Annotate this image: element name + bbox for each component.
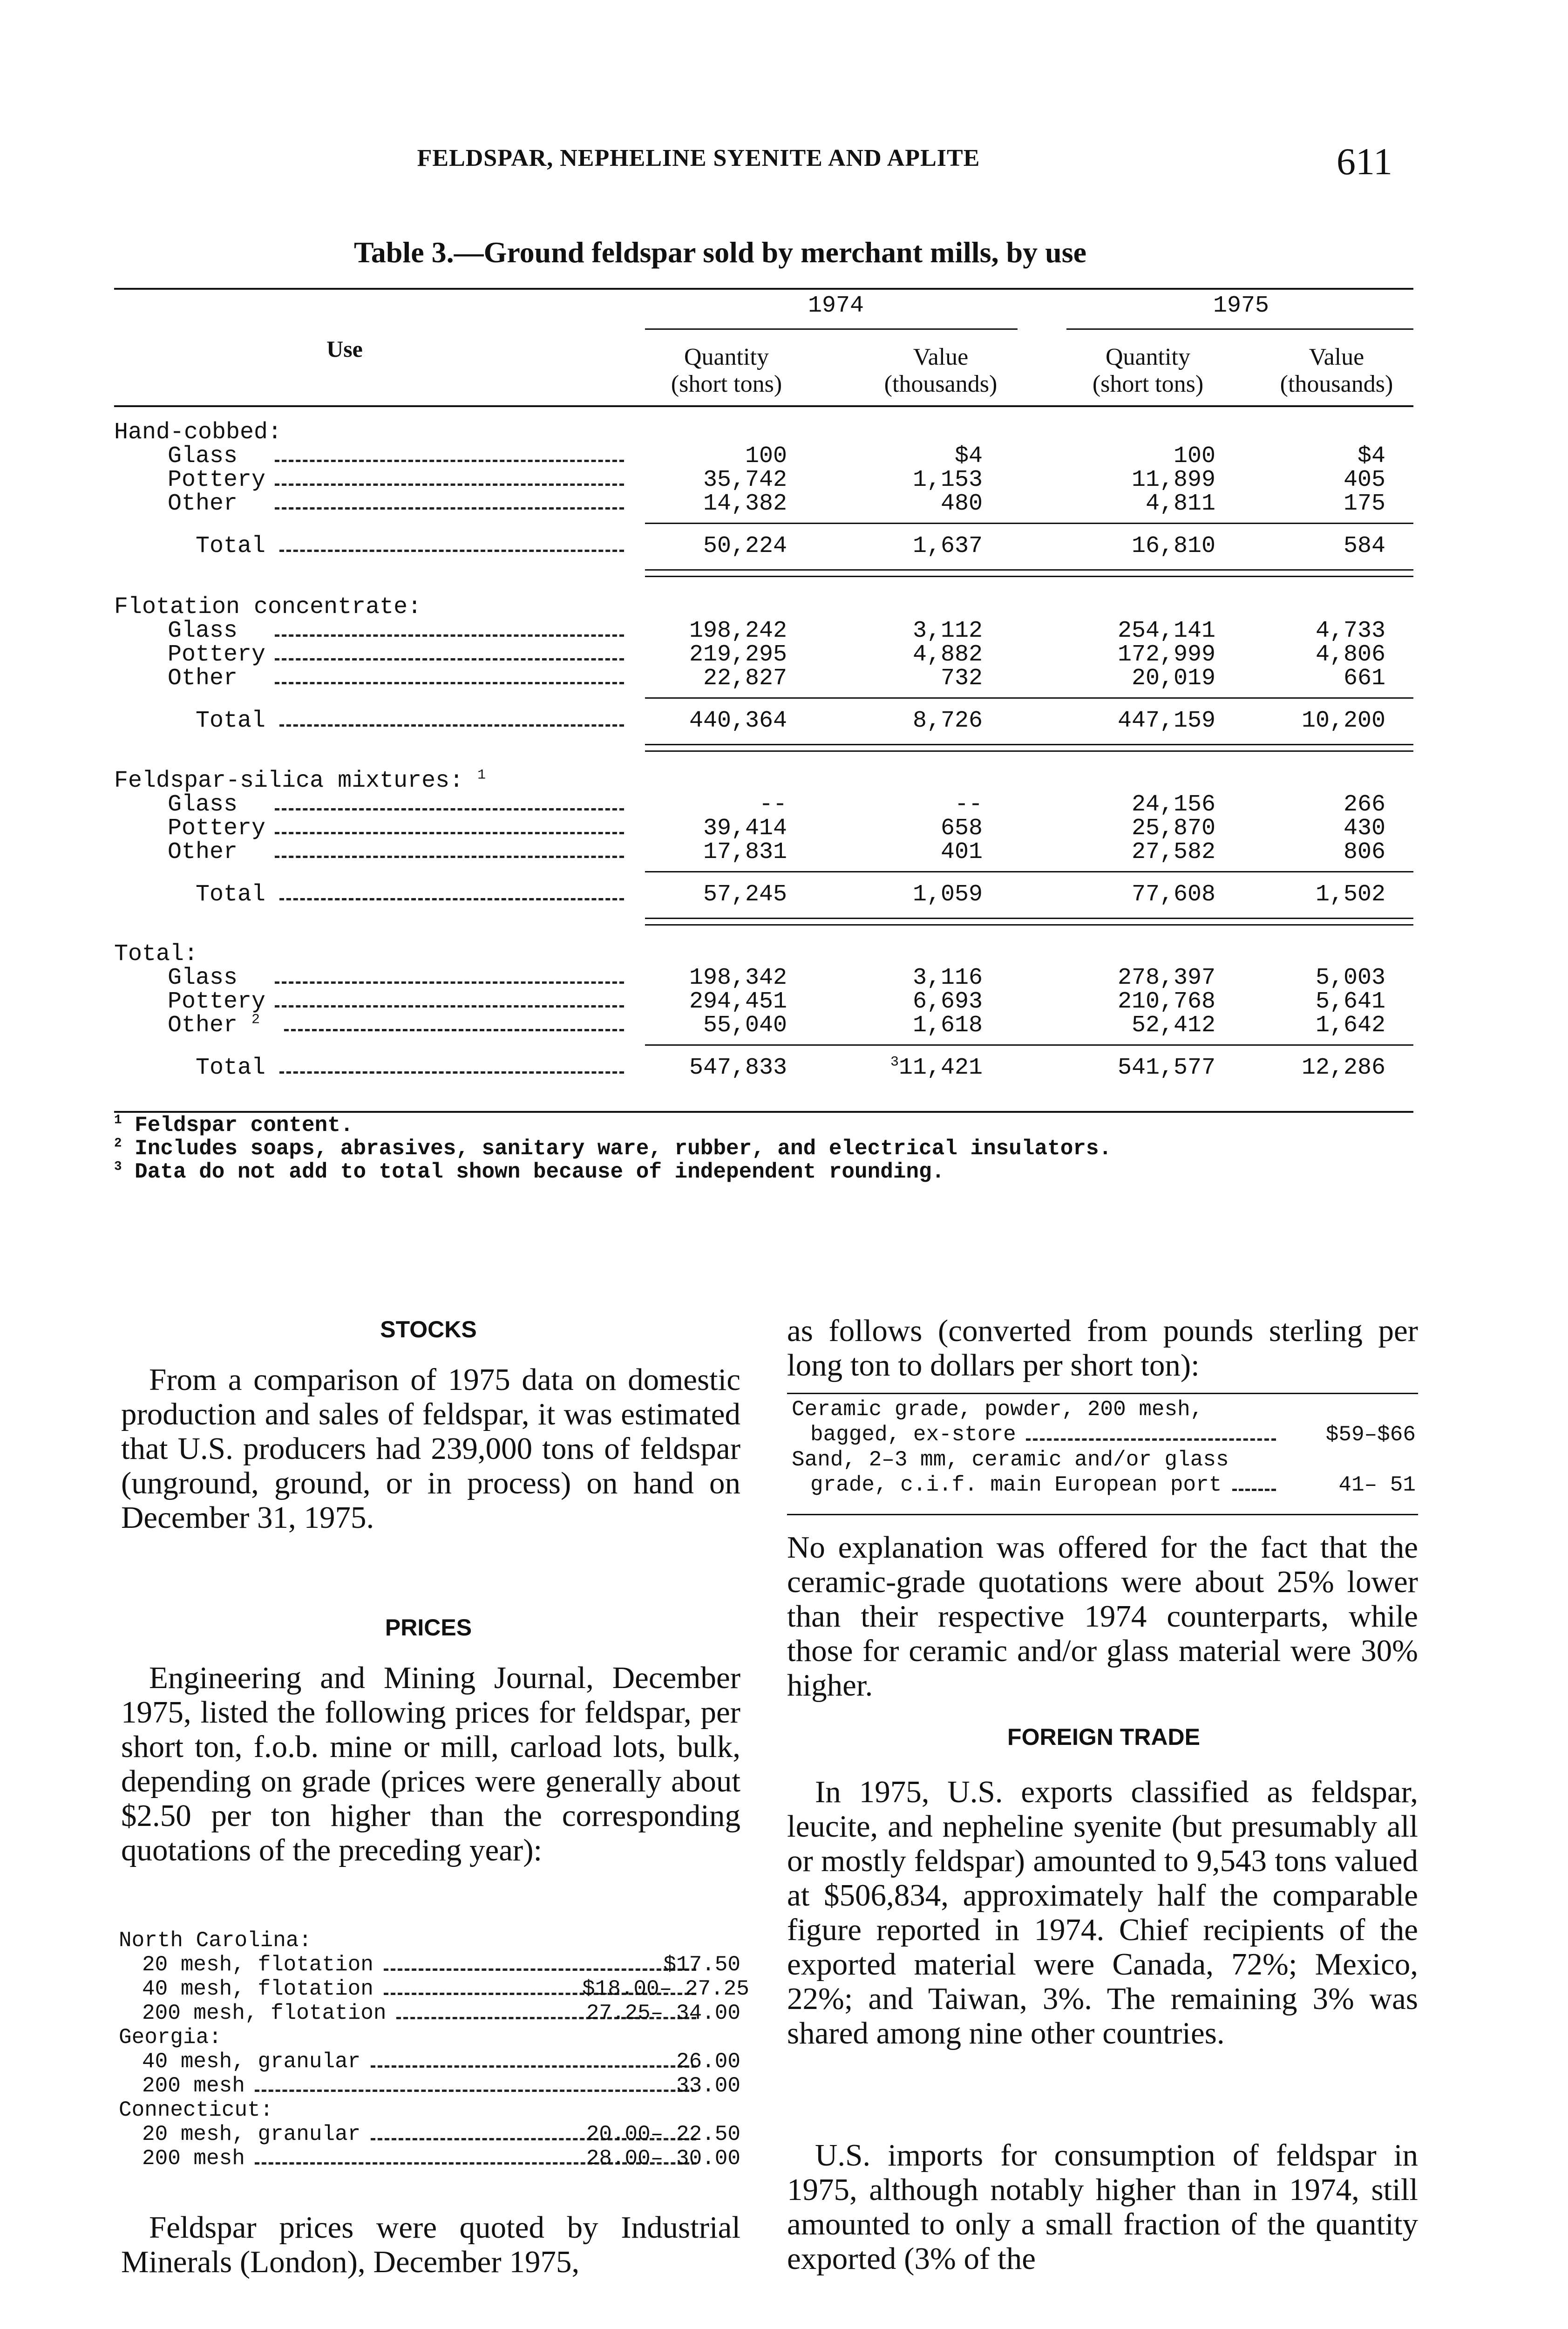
- total-label: Total: [196, 708, 266, 734]
- cell-v75: 4,806: [1315, 641, 1385, 668]
- cell-q74: --: [759, 791, 787, 818]
- row-label: Glass: [168, 618, 238, 644]
- price-list-item: Connecticut:: [119, 2098, 273, 2122]
- section-heading: Total:: [114, 941, 198, 967]
- row-label: Glass: [168, 965, 238, 991]
- foreign-trade-heading: FOREIGN TRADE: [1007, 1724, 1200, 1750]
- cell-q74: 219,295: [689, 641, 787, 668]
- total-q74: 440,364: [689, 708, 787, 734]
- total-q74: 547,833: [689, 1055, 787, 1081]
- row-label: Pottery: [168, 988, 266, 1015]
- header-bottom-rule: [114, 405, 1413, 407]
- price-list-item: 40 mesh, granular: [142, 2050, 361, 2074]
- cell-v75: 661: [1343, 665, 1385, 692]
- dot-leader: [284, 1029, 624, 1031]
- stocks-heading: STOCKS: [380, 1316, 477, 1342]
- total-q75: 16,810: [1131, 533, 1215, 559]
- section-end-rule: [645, 750, 1413, 752]
- year-1975: 1975: [1213, 293, 1269, 319]
- row-label: Pottery: [168, 467, 266, 493]
- total-rule: [645, 697, 1413, 699]
- dot-leader: [279, 724, 624, 727]
- cell-q75: 52,412: [1131, 1012, 1215, 1039]
- year-1974-rule: [645, 328, 1018, 330]
- sterling-list-item: Ceramic grade, powder, 200 mesh,: [792, 1397, 1203, 1422]
- price-value: 28.00– 30.00: [586, 2146, 740, 2171]
- footnote-1: $^1$ Feldspar content.: [114, 1113, 353, 1137]
- dot-leader: [275, 682, 624, 684]
- sterling-price-value: 41– 51: [1338, 1473, 1416, 1497]
- dot-leader: [275, 460, 624, 462]
- prices-heading: PRICES: [385, 1614, 472, 1641]
- cell-q74: 198,342: [689, 965, 787, 991]
- price-list-item: 20 mesh, granular: [142, 2122, 361, 2146]
- total-label: Total: [196, 533, 266, 559]
- sterling-price-value: $59–$66: [1325, 1423, 1416, 1447]
- dot-leader: [275, 484, 624, 486]
- cell-v74: 658: [940, 815, 983, 842]
- conversion-paragraph: as follows (converted from pounds sterling per long ton to dollars per short ton):: [787, 1314, 1418, 1382]
- cell-v75: 266: [1343, 791, 1385, 818]
- total-label: Total: [196, 1055, 266, 1081]
- price-list-item: Georgia:: [119, 2025, 222, 2050]
- cell-v74: $4: [954, 443, 983, 470]
- sterling-list-item: Sand, 2–3 mm, ceramic and/or glass: [792, 1448, 1229, 1472]
- cell-q74: 35,742: [703, 467, 787, 493]
- cell-v75: $4: [1357, 443, 1385, 470]
- year-1974: 1974: [808, 293, 864, 319]
- dot-leader: [275, 658, 624, 661]
- footnote-2: $^2$ Includes soaps, abrasives, sanitary ware, rubber, and electrical insulators.: [114, 1136, 1112, 1161]
- cell-q74: 294,451: [689, 988, 787, 1015]
- cell-v74: 4,882: [912, 641, 983, 668]
- dot-leader: [1026, 1438, 1276, 1441]
- cell-q75: 25,870: [1131, 815, 1215, 842]
- cell-q74: 17,831: [703, 839, 787, 865]
- prices-paragraph: Engineering and Mining Journal, December 1975, listed the following prices for feldspar, per short ton, f.o.b. mine or mill, carload lots, bulk, depending on grade (prices were generally about $2.50 per ton higher than the corresponding quotations of the preceding year):: [121, 1661, 740, 1867]
- dot-leader: [279, 550, 624, 552]
- dot-leader: [275, 808, 624, 810]
- total-v74: $^3$11,421: [890, 1054, 983, 1081]
- dot-leader: [279, 898, 624, 900]
- price-list-item: 200 mesh: [142, 2074, 245, 2098]
- year-1975-rule: [1066, 328, 1413, 330]
- dot-leader: [275, 856, 624, 858]
- cell-q75: 24,156: [1131, 791, 1215, 818]
- price-list-item: 40 mesh, flotation: [142, 1977, 373, 2001]
- row-label: Glass: [168, 443, 238, 470]
- price-value: 33.00: [676, 2074, 740, 2098]
- table-title: Table 3.—Ground feldspar sold by merchant mills, by use: [354, 236, 1087, 269]
- dot-leader: [275, 1005, 624, 1008]
- cell-q75: 4,811: [1145, 490, 1215, 517]
- total-v75: 584: [1343, 533, 1385, 559]
- section-heading: Hand-cobbed:: [114, 419, 282, 446]
- dot-leader: [275, 507, 624, 510]
- cell-v74: 480: [940, 490, 983, 517]
- sterling-list-top-rule: [787, 1393, 1418, 1394]
- total-v75: 1,502: [1315, 881, 1385, 908]
- cell-v75: 806: [1343, 839, 1385, 865]
- total-rule: [645, 1044, 1413, 1046]
- cell-v74: 3,116: [912, 965, 983, 991]
- price-list-item: 200 mesh: [142, 2146, 245, 2171]
- cell-q75: 100: [1173, 443, 1215, 470]
- sterling-list-item: grade, c.i.f. main European port: [810, 1473, 1222, 1497]
- col-val-1974: Value (thousands): [884, 344, 998, 397]
- cell-v74: 1,153: [912, 467, 983, 493]
- total-rule: [645, 523, 1413, 524]
- row-label: Pottery: [168, 815, 266, 842]
- sterling-list-item: bagged, ex-store: [810, 1423, 1016, 1447]
- dot-leader: [275, 981, 624, 984]
- row-label: Other: [168, 490, 238, 517]
- col-qty-1974: Quantity (short tons): [671, 344, 782, 397]
- cell-v74: 6,693: [912, 988, 983, 1015]
- cell-q74: 55,040: [703, 1012, 787, 1039]
- cell-v75: 175: [1343, 490, 1385, 517]
- cell-v74: 3,112: [912, 618, 983, 644]
- stocks-paragraph: From a comparison of 1975 data on domestic production and sales of feldspar, it was estimated that U.S. producers had 239,000 tons of feldspar (unground, ground, or in process) on hand on December 31, 1975.: [121, 1362, 740, 1535]
- cell-q75: 210,768: [1117, 988, 1215, 1015]
- dot-leader: [275, 832, 624, 834]
- cell-v74: --: [954, 791, 983, 818]
- cell-v75: 430: [1343, 815, 1385, 842]
- total-v74: 1,637: [912, 533, 983, 559]
- total-v75: 10,200: [1301, 708, 1385, 734]
- total-q74: 50,224: [703, 533, 787, 559]
- price-value: $18.00– 27.25: [582, 1977, 749, 2001]
- exports-paragraph: In 1975, U.S. exports classified as feldspar, leucite, and nepheline syenite (but presumably all or mostly feldspar) amounted to 9,543 tons valued at $506,834, approximately half the comparable figure reported in 1974. Chief recipients of the exported material were Canada, 72%; Mexico, 22%; and Taiwan, 3%. The remaining 3% was shared among nine other countries.: [787, 1775, 1418, 2050]
- price-value: 26.00: [676, 2050, 740, 2074]
- cell-q75: 172,999: [1117, 641, 1215, 668]
- cell-q74: 100: [745, 443, 787, 470]
- total-q75: 77,608: [1131, 881, 1215, 908]
- cell-q75: 20,019: [1131, 665, 1215, 692]
- total-q75: 447,159: [1117, 708, 1215, 734]
- section-heading: Flotation concentrate:: [114, 594, 422, 620]
- cell-v74: 1,618: [912, 1012, 983, 1039]
- price-value: 20.00– 22.50: [586, 2122, 740, 2146]
- cell-q74: 39,414: [703, 815, 787, 842]
- use-header: Use: [326, 336, 363, 362]
- cell-q74: 14,382: [703, 490, 787, 517]
- cell-v75: 5,003: [1315, 965, 1385, 991]
- total-v74: 8,726: [912, 708, 983, 734]
- table-top-rule: [114, 288, 1413, 290]
- cell-q74: 198,242: [689, 618, 787, 644]
- section-end-rule: [645, 918, 1413, 919]
- total-q74: 57,245: [703, 881, 787, 908]
- col-val-1975: Value (thousands): [1280, 344, 1393, 397]
- section-end-rule: [645, 569, 1413, 571]
- cell-v75: 1,642: [1315, 1012, 1385, 1039]
- section-end-rule: [645, 744, 1413, 745]
- row-label: Glass: [168, 791, 238, 818]
- imports-paragraph: U.S. imports for consumption of feldspar in 1975, although notably higher than in 1974, still amounted to only a small fraction of the quantity exported (3% of the: [787, 2138, 1418, 2276]
- cell-q75: 254,141: [1117, 618, 1215, 644]
- cell-v74: 732: [940, 665, 983, 692]
- section-end-rule: [645, 924, 1413, 926]
- footnote-3: $^3$ Data do not add to total shown because of independent rounding.: [114, 1159, 945, 1184]
- price-list-item: 200 mesh, flotation: [142, 2001, 387, 2025]
- cell-q75: 278,397: [1117, 965, 1215, 991]
- explanation-paragraph: No explanation was offered for the fact that the ceramic-grade quotations were about 25% lower than their respective 1974 counterparts, while those for ceramic and/or glass material were 30% higher.: [787, 1530, 1418, 1702]
- cell-q75: 27,582: [1131, 839, 1215, 865]
- cell-v75: 5,641: [1315, 988, 1385, 1015]
- cell-q74: 22,827: [703, 665, 787, 692]
- price-value: $17.50: [663, 1953, 740, 1977]
- row-label: Other $^2$: [168, 1012, 260, 1039]
- prices-paragraph-2: Feldspar prices were quoted by Industrial Minerals (London), December 1975,: [121, 2210, 740, 2279]
- row-label: Pottery: [168, 641, 266, 668]
- cell-q75: 11,899: [1131, 467, 1215, 493]
- dot-leader: [275, 634, 624, 637]
- col-qty-1975: Quantity (short tons): [1092, 344, 1204, 397]
- total-label: Total: [196, 881, 266, 908]
- running-title: FELDSPAR, NEPHELINE SYENITE AND APLITE: [417, 145, 980, 171]
- row-label: Other: [168, 839, 238, 865]
- cell-v75: 4,733: [1315, 618, 1385, 644]
- sterling-list-bottom-rule: [787, 1514, 1418, 1515]
- total-v74: 1,059: [912, 881, 983, 908]
- page-number: 611: [1337, 140, 1392, 183]
- cell-v75: 405: [1343, 467, 1385, 493]
- price-value: 27.25– 34.00: [586, 2001, 740, 2025]
- total-rule: [645, 871, 1413, 872]
- price-list-item: 20 mesh, flotation: [142, 1953, 373, 1977]
- section-heading: Feldspar-silica mixtures: $^1$: [114, 767, 486, 794]
- row-label: Other: [168, 665, 238, 692]
- table-bottom-rule: [114, 1111, 1413, 1113]
- dot-leader: [279, 1071, 624, 1074]
- cell-v74: 401: [940, 839, 983, 865]
- price-list-item: North Carolina:: [119, 1928, 312, 1953]
- total-v75: 12,286: [1301, 1055, 1385, 1081]
- total-q75: 541,577: [1117, 1055, 1215, 1081]
- section-end-rule: [645, 576, 1413, 577]
